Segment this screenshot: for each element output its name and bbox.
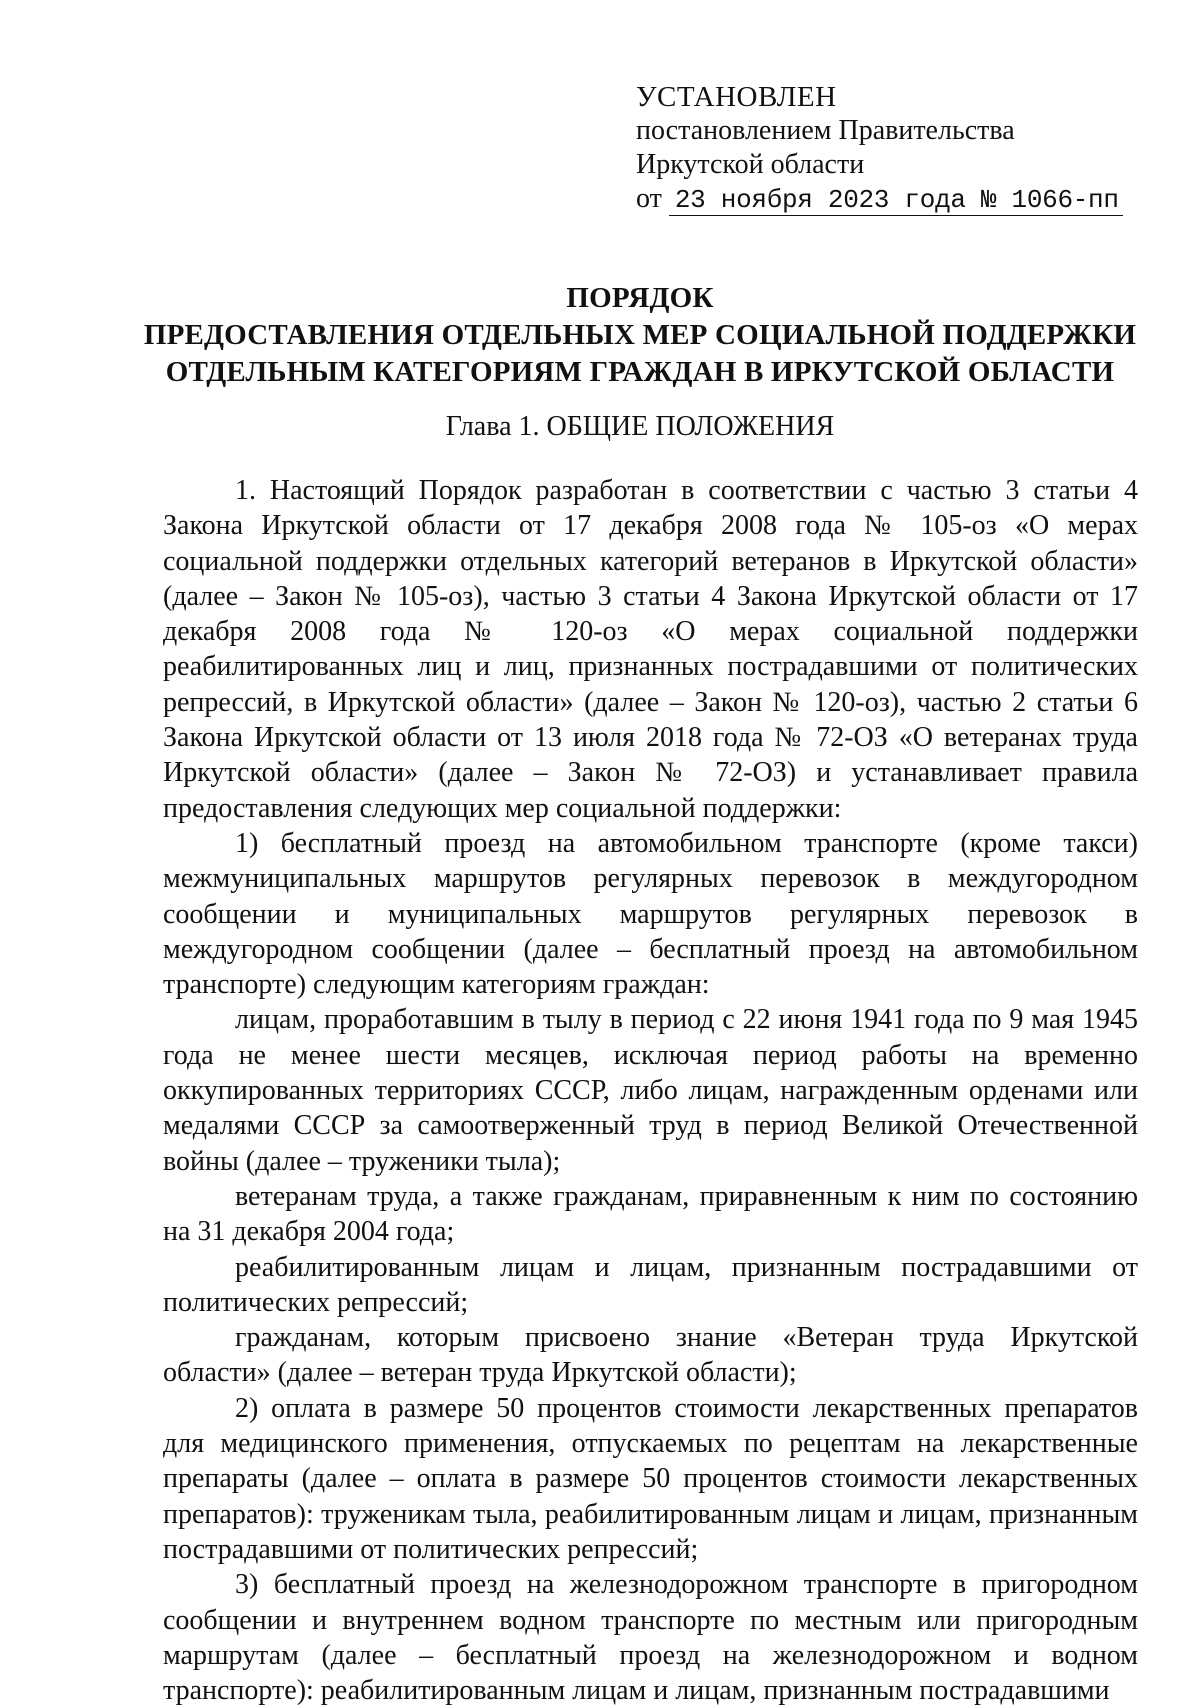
document-title-line-2: ПРЕДОСТАВЛЕНИЯ ОТДЕЛЬНЫХ МЕР СОЦИАЛЬНОЙ ПОДДЕРЖКИ: [143, 319, 1137, 351]
paragraph: 1. Настоящий Порядок разработан в соответствии с частью 3 статьи 4 Закона Иркутской области от 17 декабря 2008 года № 105-оз «О мерах социальной поддержки отдельных категорий ветеранов в Иркутской области» (далее – Закон № 105-оз), частью 3 статьи 4 Закона Иркутской области от 17 декабря 2008 года № 120-оз «О мерах социальной поддержки реабилитированных лиц и лиц, признанных пострадавшими от политических репрессий, в Иркутской области» (далее – Закон № 120-оз), частью 2 статьи 6 Закона Иркутской области от 13 июля 2018 года № 72-ОЗ «О ветеранах труда Иркутской области» (далее – Закон № 72-ОЗ) и устанавливает правила предоставления следующих мер социальной поддержки:: [163, 475, 1138, 824]
paragraph: реабилитированным лицам и лицам, признанным пострадавшими от политических репрессий;: [163, 1251, 1138, 1318]
approval-from-label: от: [636, 183, 662, 214]
document-body: [163, 473, 1138, 1708]
document-title-line-1: ПОРЯДОК: [566, 282, 714, 314]
approval-date-line: [636, 182, 1119, 217]
approval-date-number: 23 ноября 2023 года № 1066-пп: [669, 185, 1123, 216]
paragraph: гражданам, которым присвоено знание «Ветеран труда Иркутской области» (далее – ветеран труда Иркутской области);: [163, 1322, 1138, 1389]
chapter-heading: Глава 1. ОБЩИЕ ПОЛОЖЕНИЯ: [445, 411, 835, 442]
paragraph: 3) бесплатный проезд на железнодорожном транспорте в пригородном сообщении и внутреннем водном транспорте по местным или пригородным маршрутам (далее – бесплатный проезд на железнодорожном и водном транспорте): реабилитированным лицам и лицам, признанным пострадавшими: [163, 1569, 1138, 1707]
paragraph: 1) бесплатный проезд на автомобильном транспорте (кроме такси) межмуниципальных маршрутов регулярных перевозок в междугородном сообщении и муниципальных маршрутов регулярных перевозок в междугородном сообщении (далее – бесплатный проезд на автомобильном транспорте) следующим категориям граждан:: [163, 827, 1138, 1001]
paragraph: 2) оплата в размере 50 процентов стоимости лекарственных препаратов для медицинского применения, отпускаемых по рецептам на лекарственные препараты (далее – оплата в размере 50 процентов стоимости лекарственных препаратов): труженикам тыла, реабилитированным лицам и лицам, признанным пострадавшими от политических репрессий;: [163, 1392, 1138, 1565]
document-title-line-3: ОТДЕЛЬНЫМ КАТЕГОРИЯМ ГРАЖДАН В ИРКУТСКОЙ ОБЛАСТИ: [165, 356, 1115, 388]
paragraph: ветеранам труда, а также гражданам, приравненным к ним по состоянию на 31 декабря 2004 года;: [163, 1180, 1138, 1248]
document-title: [140, 280, 1140, 391]
approval-title: УСТАНОВЛЕН: [636, 81, 837, 113]
approval-line-1: постановлением Правительства: [636, 115, 1015, 146]
approval-stamp-block: [636, 80, 1119, 217]
paragraph: лицам, проработавшим в тылу в период с 22 июня 1941 года по 9 мая 1945 года не менее шести месяцев, исключая период работы на временно оккупированных территориях СССР, либо лицам, награжденным орденами или медалями СССР за самоотверженный труд в период Великой Отечественной войны (далее – труженики тыла);: [163, 1004, 1138, 1177]
approval-line-2: Иркутской области: [636, 149, 865, 180]
